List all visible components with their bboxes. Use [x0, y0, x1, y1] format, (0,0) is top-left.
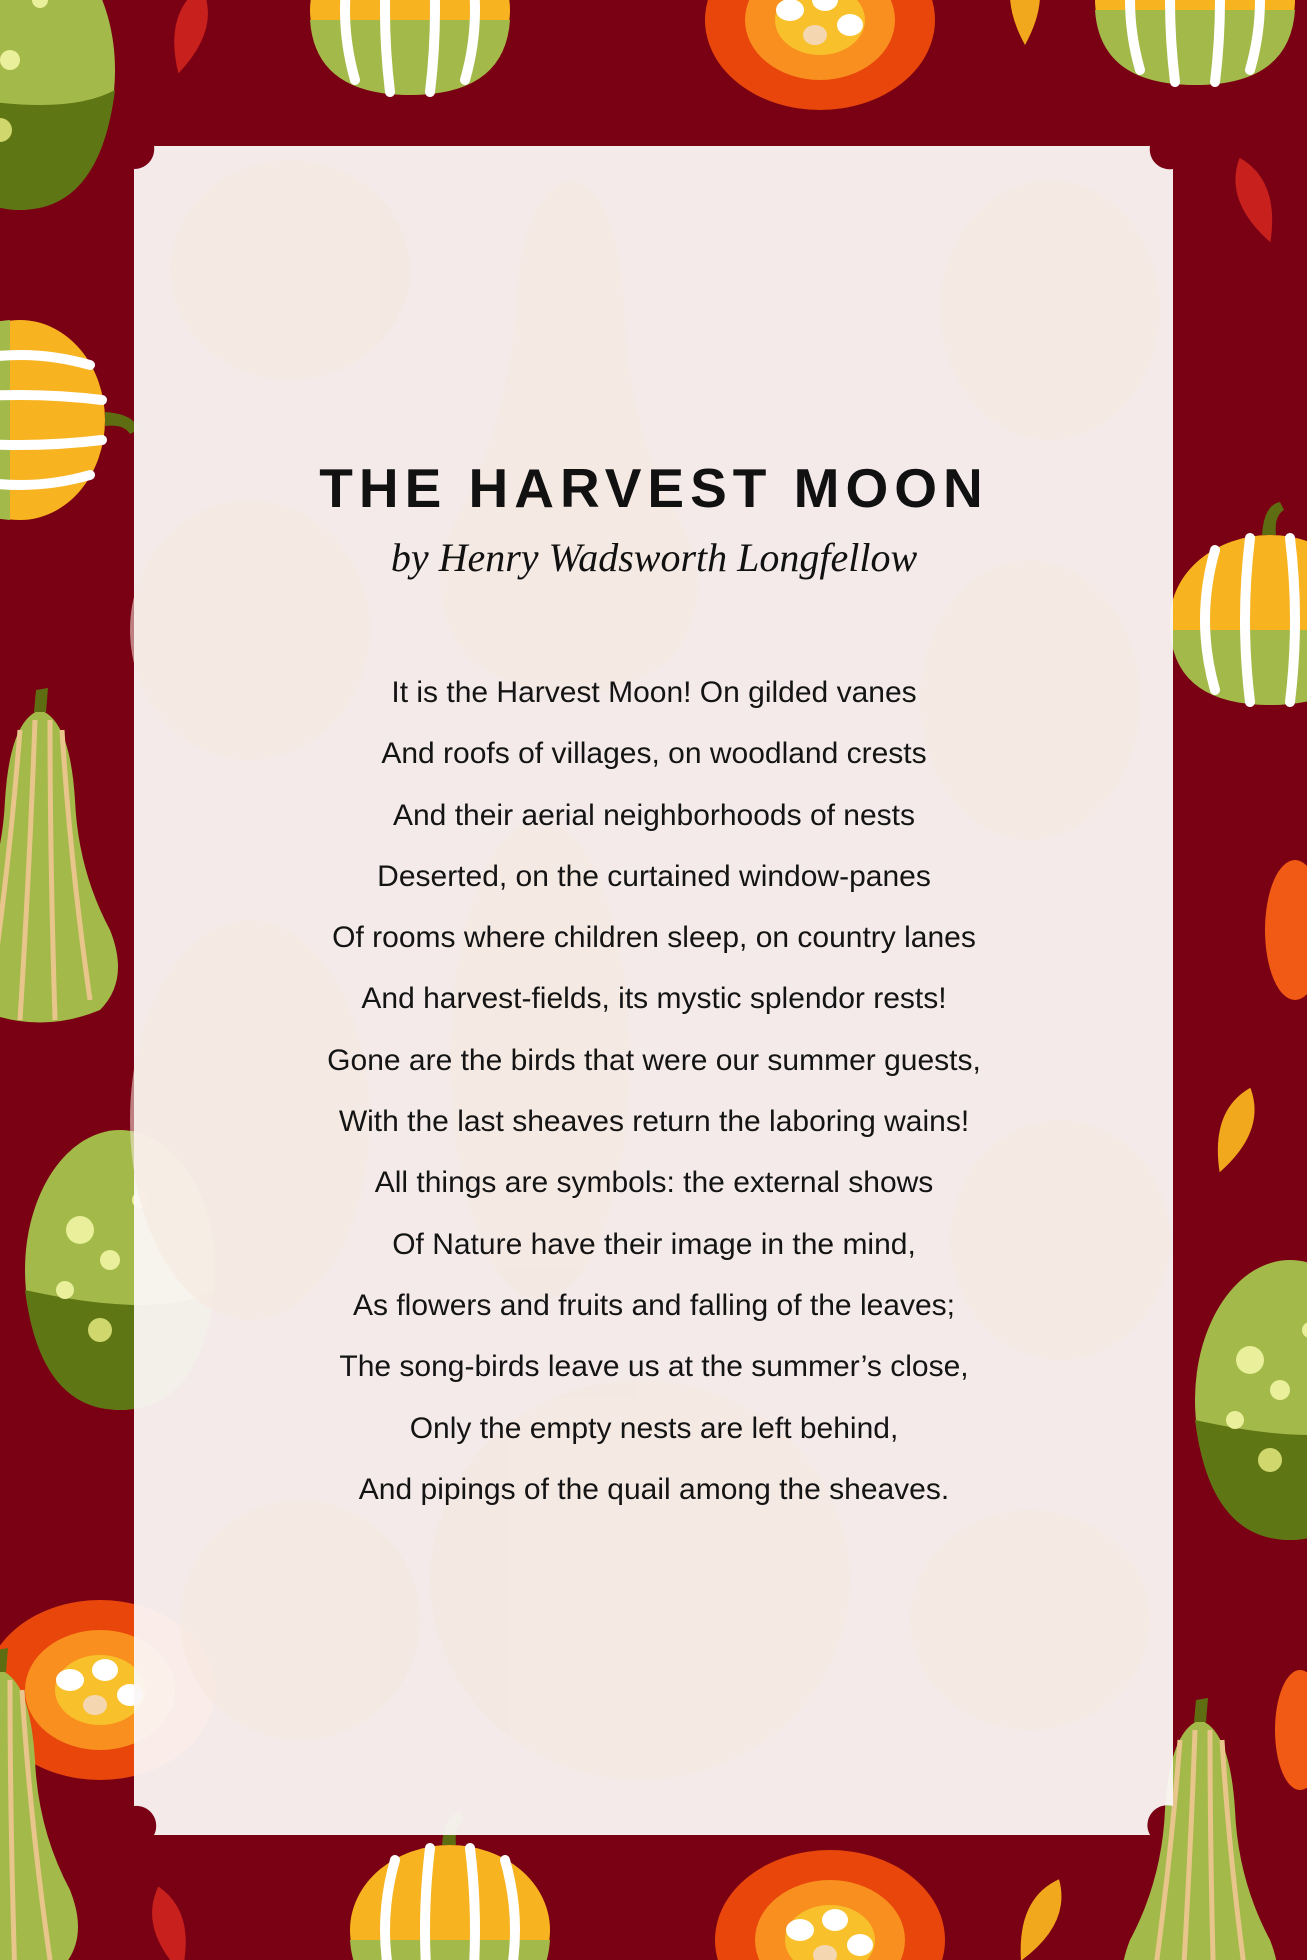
poem-author-byline: by Henry Wadsworth Longfellow [390, 535, 918, 580]
poem-line: And roofs of villages, on woodland crests [381, 737, 927, 771]
poem-line: Deserted, on the curtained window-panes [377, 859, 931, 893]
poem-line: And pipings of the quail among the sheaves. [358, 1472, 950, 1506]
poem-line: With the last sheaves return the laboring wains! [338, 1105, 970, 1139]
poem-lines [134, 662, 1174, 1520]
poem-content [134, 146, 1174, 1836]
poem-line: Gone are the birds that were our summer guests, [327, 1043, 981, 1077]
poem-line: The song-birds leave us at the summer’s close, [339, 1350, 969, 1384]
poem-line: Only the empty nests are left behind, [409, 1411, 899, 1445]
poem-line: All things are symbols: the external shows [374, 1166, 934, 1200]
poem-line: It is the Harvest Moon! On gilded vanes [391, 676, 917, 709]
poem-line: And harvest-fields, its mystic splendor rests! [361, 982, 947, 1016]
poem-line: Of rooms where children sleep, on country lanes [332, 921, 976, 955]
poem-title: THE HARVEST MOON [319, 457, 989, 519]
poem-line: And their aerial neighborhoods of nests [392, 798, 915, 832]
poem-line: As flowers and fruits and falling of the leaves; [353, 1288, 955, 1322]
poem-line: Of Nature have their image in the mind, [392, 1227, 916, 1261]
